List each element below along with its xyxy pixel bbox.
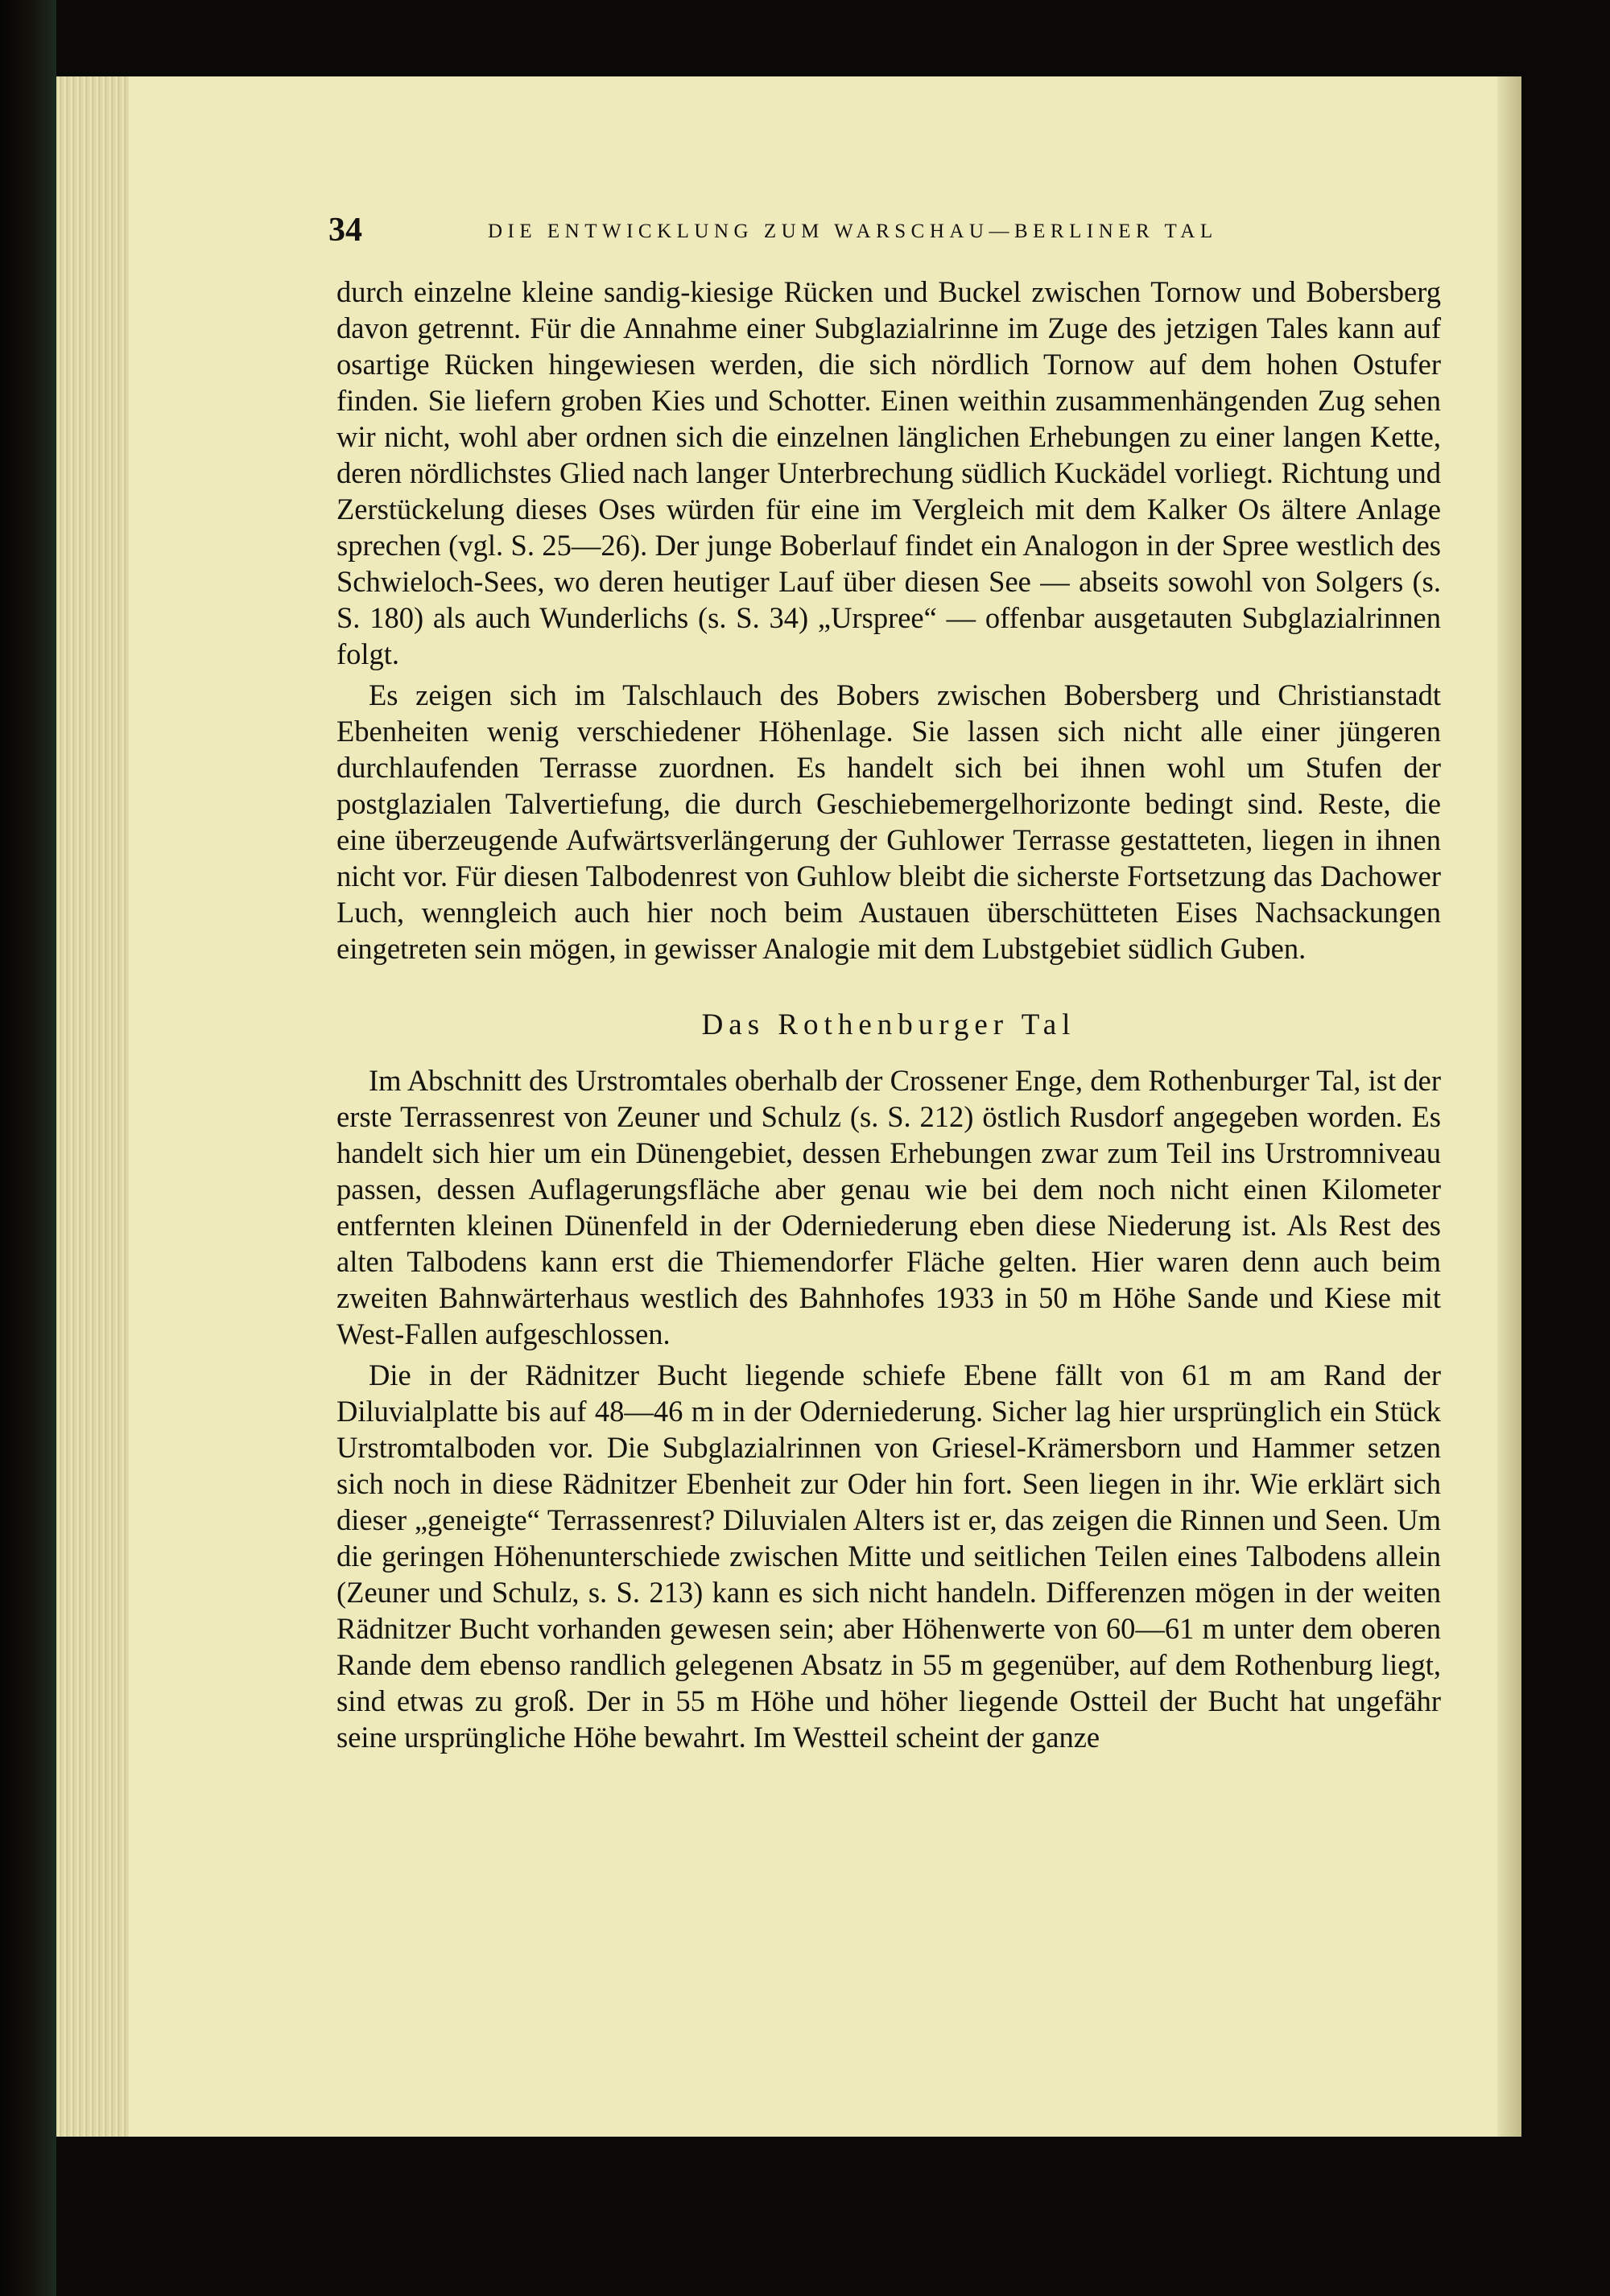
paragraph: durch einzelne kleine sandig-kiesige Rücken und Buckel zwischen Tornow und Bobersberg davon getrennt. Für die Annahme einer Subglazialrinne im Zuge des jetzigen Tales kann auf osartige Rücken hingewiesen werden, die sich nördlich Tornow auf dem hohen Ostufer finden. Sie liefern groben Kies und Schotter. Einen weithin zusammenhängenden Zug sehen wir nicht, wohl aber ordnen sich die einzelnen länglichen Erhebungen zu einer langen Kette, deren nördlichstes Glied nach langer Unterbrechung südlich Kuckädel vorliegt. Richtung und Zerstückelung dieses Oses würden für eine im Vergleich mit dem Kalker Os ältere Anlage sprechen (vgl. S. 25—26). Der junge Boberlauf findet ein Analogon in der Spree westlich des Schwieloch-Sees, wo deren heutiger Lauf über diesen See — abseits sowohl von Solgers (s. S. 180) als auch Wunderlichs (s. S. 34) „Urspree“ — offenbar ausgetauten Subglazialrinnen folgt.: [336, 275, 1441, 670]
page-number: 34: [328, 212, 362, 249]
book-binding: [0, 0, 56, 2296]
paragraph: Es zeigen sich im Talschlauch des Bobers zwischen Bobersberg und Christianstadt Ebenheiten wenig verschiedener Höhenlage. Sie lassen sich nicht alle einer jüngeren durchlaufenden Terrasse zuordnen. Es handelt sich bei ihnen wohl um Stufen der postglazialen Talvertiefung, die durch Geschiebemergelhorizonte bedingt sind. Reste, die eine überzeugende Aufwärtsverlängerung der Guhlower Terrasse gestatteten, liegen in ihnen nicht vor. Für diesen Talbodenrest von Guhlow bleibt die sicherste Fortsetzung das Dachower Luch, wenngleich auch hier noch beim Austauen überschütteten Eises Nachsackungen eingetreten sein mögen, in gewisser Analogie mit dem Lubstgebiet südlich Guben.: [336, 678, 1441, 965]
page-edges: [56, 76, 129, 2137]
body-text: [336, 274, 1441, 1755]
paragraph: Die in der Rädnitzer Bucht liegende schiefe Ebene fällt von 61 m am Rand der Diluvialplatte bis auf 48—46 m in der Oderniederung. Sicher lag hier ursprünglich ein Stück Urstromtalboden vor. Die Subglazialrinnen von Griesel-Krämersborn und Hammer setzen sich noch in diese Rädnitzer Ebenheit zur Oder hin fort. Seen liegen in ihr. Wie erklärt sich dieser „geneigte“ Terrassenrest? Diluvialen Alters ist er, das zeigen die Rinnen und Seen. Um die geringen Höhenunterschiede zwischen Mitte und seitlichen Teilen eines Talbodens allein (Zeuner und Schulz, s. S. 213) kann es sich nicht handeln. Differenzen mögen in der weiten Rädnitzer Bucht vorhanden gewesen sein; aber Höhenwerte von 60—61 m unter dem oberen Rande dem ebenso randlich gelegenen Absatz in 55 m gegenüber, auf dem Rothenburg liegt, sind etwas zu groß. Der in 55 m Höhe und höher liegende Ostteil der Bucht hat ungefähr seine ursprüngliche Höhe bewahrt. Im Westteil scheint der ganze: [336, 1358, 1441, 1754]
paragraph: Im Abschnitt des Urstromtales oberhalb der Crossener Enge, dem Rothenburger Tal, ist der erste Terrassenrest von Zeuner und Schulz (s. S. 212) östlich Rusdorf angegeben worden. Es handelt sich hier um ein Dünengebiet, dessen Erhebungen zwar zum Teil ins Urstromniveau passen, dessen Auflagerungsfläche aber genau wie bei dem noch nicht einen Kilometer entfernten kleinen Dünenfeld in der Oderniederung eben diese Niederung ist. Als Rest des alten Talbodens kann erst die Thiemendorfer Fläche gelten. Hier waren denn auch beim zweiten Bahnwärterhaus westlich des Bahnhofes 1933 in 50 m Höhe Sande und Kiese mit West-Fallen aufgeschlossen.: [336, 1064, 1441, 1350]
page-header: [328, 211, 1441, 256]
running-head: DIE ENTWICKLUNG ZUM WARSCHAU—BERLINER TAL: [488, 221, 1218, 242]
page-right-edge: [1497, 76, 1521, 2137]
section-heading: Das Rothenburger Tal: [701, 1008, 1076, 1041]
